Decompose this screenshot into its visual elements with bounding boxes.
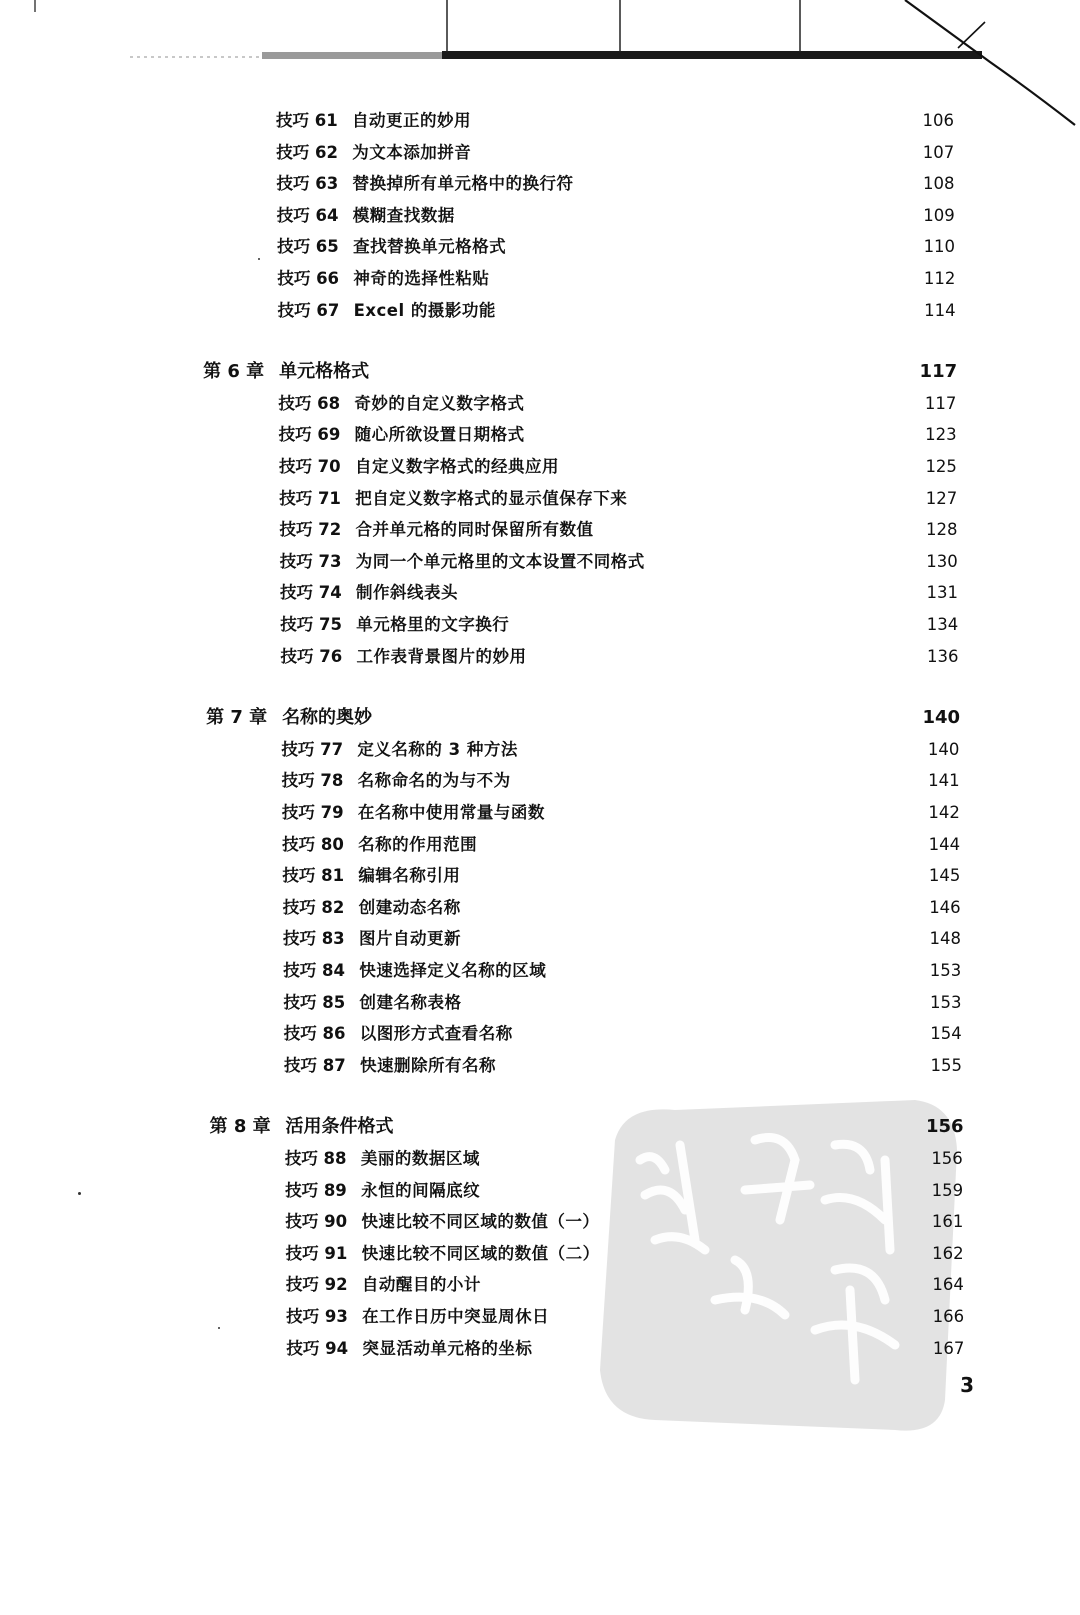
tip-title: 创建名称表格 xyxy=(359,992,462,1012)
tip-label: 技巧 83 xyxy=(282,929,345,949)
toc-entry xyxy=(284,1052,984,1080)
tip-page: 117 xyxy=(924,393,957,413)
toc-entry xyxy=(286,1303,986,1331)
toc-entry xyxy=(282,831,982,859)
chapter-page: 156 xyxy=(925,1116,964,1138)
toc-entry xyxy=(276,107,976,135)
tip-label: 技巧 67 xyxy=(277,300,340,320)
tip-label: 技巧 79 xyxy=(281,803,344,822)
toc-entry xyxy=(282,862,982,890)
tip-title: 创建动态名称 xyxy=(358,897,461,917)
tip-title: Excel 的摄影功能 xyxy=(353,300,496,320)
tip-label: 技巧 61 xyxy=(276,111,338,130)
tip-label: 技巧 90 xyxy=(285,1212,348,1232)
tip-title: 单元格里的文字换行 xyxy=(356,615,510,634)
tip-title: 工作表背景图片的妙用 xyxy=(356,646,527,666)
tip-label: 技巧 77 xyxy=(281,739,344,759)
tip-page: 125 xyxy=(925,457,957,476)
tip-page: 145 xyxy=(928,866,961,886)
chapter-page: 140 xyxy=(922,707,961,729)
tip-page: 127 xyxy=(925,488,958,508)
tip-label: 技巧 87 xyxy=(284,1055,346,1075)
tip-title: 神奇的选择性粘贴 xyxy=(353,269,490,288)
tip-label: 技巧 84 xyxy=(283,961,345,980)
tip-title: 自动更正的妙用 xyxy=(352,111,471,130)
tip-page: 141 xyxy=(928,771,960,791)
tip-title: 突显活动单元格的坐标 xyxy=(362,1338,533,1358)
scan-speck xyxy=(258,258,260,260)
tip-label: 技巧 62 xyxy=(276,142,338,162)
tip-label: 技巧 68 xyxy=(278,393,341,413)
tip-page: 155 xyxy=(930,1055,963,1075)
toc-entry xyxy=(280,611,980,639)
tip-title: 编辑名称引用 xyxy=(358,866,461,886)
chapter-title: 名称的奥妙 xyxy=(282,707,373,729)
tip-page: 112 xyxy=(923,269,956,288)
tip-title: 快速比较不同区域的数值（二） xyxy=(361,1243,600,1263)
toc-entry xyxy=(281,643,981,671)
tip-page: 109 xyxy=(923,205,955,225)
tip-page: 108 xyxy=(923,174,955,194)
tip-title: 快速比较不同区域的数值（一） xyxy=(361,1212,600,1232)
toc-entry xyxy=(279,453,979,481)
toc-entry xyxy=(277,233,977,261)
toc-entry xyxy=(282,799,982,827)
tip-page: 114 xyxy=(924,300,956,320)
tip-label: 技巧 71 xyxy=(279,488,341,508)
tip-label: 技巧 66 xyxy=(277,269,340,288)
tip-label: 技巧 93 xyxy=(286,1307,348,1326)
tip-page: 156 xyxy=(931,1149,963,1168)
tip-page: 164 xyxy=(932,1275,964,1295)
tip-title: 合并单元格的同时保留所有数值 xyxy=(355,520,594,540)
tip-page: 159 xyxy=(931,1180,964,1200)
tip-title: 为文本添加拼音 xyxy=(352,142,472,162)
tip-page: 110 xyxy=(923,237,956,257)
tip-label: 技巧 78 xyxy=(281,771,344,791)
toc-entry xyxy=(277,202,977,230)
toc-entry xyxy=(286,1240,986,1268)
tip-title: 随心所欲设置日期格式 xyxy=(354,425,525,445)
tip-title: 永恒的间隔底纹 xyxy=(361,1180,481,1200)
tip-label: 技巧 80 xyxy=(282,834,344,854)
chapter-label: 第 8 章 xyxy=(209,1116,271,1138)
toc-entry xyxy=(285,1145,985,1173)
tip-label: 技巧 65 xyxy=(277,237,339,257)
tip-label: 技巧 64 xyxy=(276,205,339,225)
toc-entry xyxy=(286,1335,986,1363)
tip-title: 图片自动更新 xyxy=(358,929,461,949)
tip-label: 技巧 89 xyxy=(285,1180,347,1200)
tip-title: 制作斜线表头 xyxy=(356,583,458,603)
tip-title: 自动醒目的小计 xyxy=(361,1275,481,1295)
tip-page: 130 xyxy=(926,551,958,571)
toc-entry xyxy=(282,767,982,795)
tip-title: 以图形方式查看名称 xyxy=(359,1024,513,1044)
chapter-title: 单元格格式 xyxy=(279,361,370,383)
tip-page: 142 xyxy=(928,803,960,822)
tip-title: 为同一个单元格里的文本设置不同格式 xyxy=(355,551,645,571)
tip-label: 技巧 75 xyxy=(280,615,342,634)
toc-entry xyxy=(281,736,981,764)
tip-title: 在名称中使用常量与函数 xyxy=(357,803,545,822)
tip-page: 166 xyxy=(932,1307,965,1326)
tip-label: 技巧 86 xyxy=(283,1024,346,1044)
tip-title: 奇妙的自定义数字格式 xyxy=(354,393,525,413)
toc-entry xyxy=(276,139,976,167)
chapter-title: 活用条件格式 xyxy=(285,1116,394,1138)
tip-page: 134 xyxy=(926,615,959,634)
tip-title: 在工作日历中突显周休日 xyxy=(362,1307,550,1326)
tip-label: 技巧 69 xyxy=(278,425,341,445)
tip-label: 技巧 91 xyxy=(285,1243,348,1263)
tip-label: 技巧 88 xyxy=(284,1149,347,1168)
scan-speck xyxy=(218,1327,220,1329)
tip-title: 替换掉所有单元格中的换行符 xyxy=(352,174,574,194)
tip-page: 128 xyxy=(925,520,958,540)
tip-title: 自定义数字格式的经典应用 xyxy=(354,457,559,476)
toc-entry xyxy=(280,579,980,607)
tip-title: 定义名称的 3 种方法 xyxy=(357,739,518,759)
tip-page: 136 xyxy=(927,646,959,666)
tip-page: 154 xyxy=(930,1024,962,1044)
tip-label: 技巧 63 xyxy=(276,174,339,194)
toc-entry xyxy=(286,1271,986,1299)
tip-title: 快速删除所有名称 xyxy=(360,1055,497,1075)
tip-page: 106 xyxy=(922,111,954,130)
toc-entry xyxy=(277,170,977,198)
tip-label: 技巧 82 xyxy=(282,897,345,917)
tip-page: 144 xyxy=(928,834,961,854)
chapter-heading xyxy=(203,358,963,386)
page-number: 3 xyxy=(960,1373,974,1397)
tip-title: 把自定义数字格式的显示值保存下来 xyxy=(355,488,628,508)
tip-page: 107 xyxy=(922,142,955,162)
tip-page: 161 xyxy=(931,1212,964,1232)
toc-entry xyxy=(283,894,983,922)
tip-label: 技巧 81 xyxy=(282,866,345,886)
tip-page: 167 xyxy=(932,1338,965,1358)
chapter-label: 第 6 章 xyxy=(203,361,265,383)
tip-page: 146 xyxy=(929,897,961,917)
chapter-label: 第 7 章 xyxy=(206,707,268,729)
toc-entry xyxy=(278,297,978,325)
tip-page: 131 xyxy=(926,583,958,603)
toc-entry xyxy=(283,989,983,1017)
chapter-page: 117 xyxy=(919,361,958,383)
toc-entry xyxy=(277,265,977,293)
tip-page: 148 xyxy=(929,929,961,949)
tip-title: 查找替换单元格格式 xyxy=(353,237,507,257)
toc-entry xyxy=(279,421,979,449)
tip-page: 153 xyxy=(929,992,962,1012)
toc-entry xyxy=(278,390,978,418)
toc-entry xyxy=(284,1020,984,1048)
tip-title: 美丽的数据区域 xyxy=(360,1149,480,1168)
tip-label: 技巧 76 xyxy=(280,646,343,666)
toc-entry xyxy=(285,1177,985,1205)
toc-entry xyxy=(280,548,980,576)
tip-label: 技巧 94 xyxy=(286,1338,349,1358)
tip-title: 名称的作用范围 xyxy=(358,834,478,854)
tip-label: 技巧 85 xyxy=(283,992,346,1012)
tip-title: 快速选择定义名称的区域 xyxy=(359,961,547,980)
chapter-heading xyxy=(210,1113,970,1141)
toc-entry xyxy=(279,485,979,513)
toc-entry xyxy=(283,957,983,985)
tip-label: 技巧 73 xyxy=(279,551,342,571)
tip-label: 技巧 74 xyxy=(280,583,342,603)
toc-entry xyxy=(285,1208,985,1236)
tip-page: 140 xyxy=(927,739,960,759)
tip-label: 技巧 72 xyxy=(279,520,342,540)
tip-title: 模糊查找数据 xyxy=(352,205,455,225)
tip-page: 123 xyxy=(925,425,957,445)
tip-page: 162 xyxy=(932,1243,964,1263)
toc-entry xyxy=(279,516,979,544)
tip-title: 名称命名的为与不为 xyxy=(357,771,511,791)
tip-page: 153 xyxy=(929,961,962,980)
tip-label: 技巧 70 xyxy=(278,457,341,476)
chapter-heading xyxy=(206,704,966,732)
toc-entry xyxy=(283,925,983,953)
tip-label: 技巧 92 xyxy=(285,1275,348,1295)
scan-speck xyxy=(78,1192,81,1195)
